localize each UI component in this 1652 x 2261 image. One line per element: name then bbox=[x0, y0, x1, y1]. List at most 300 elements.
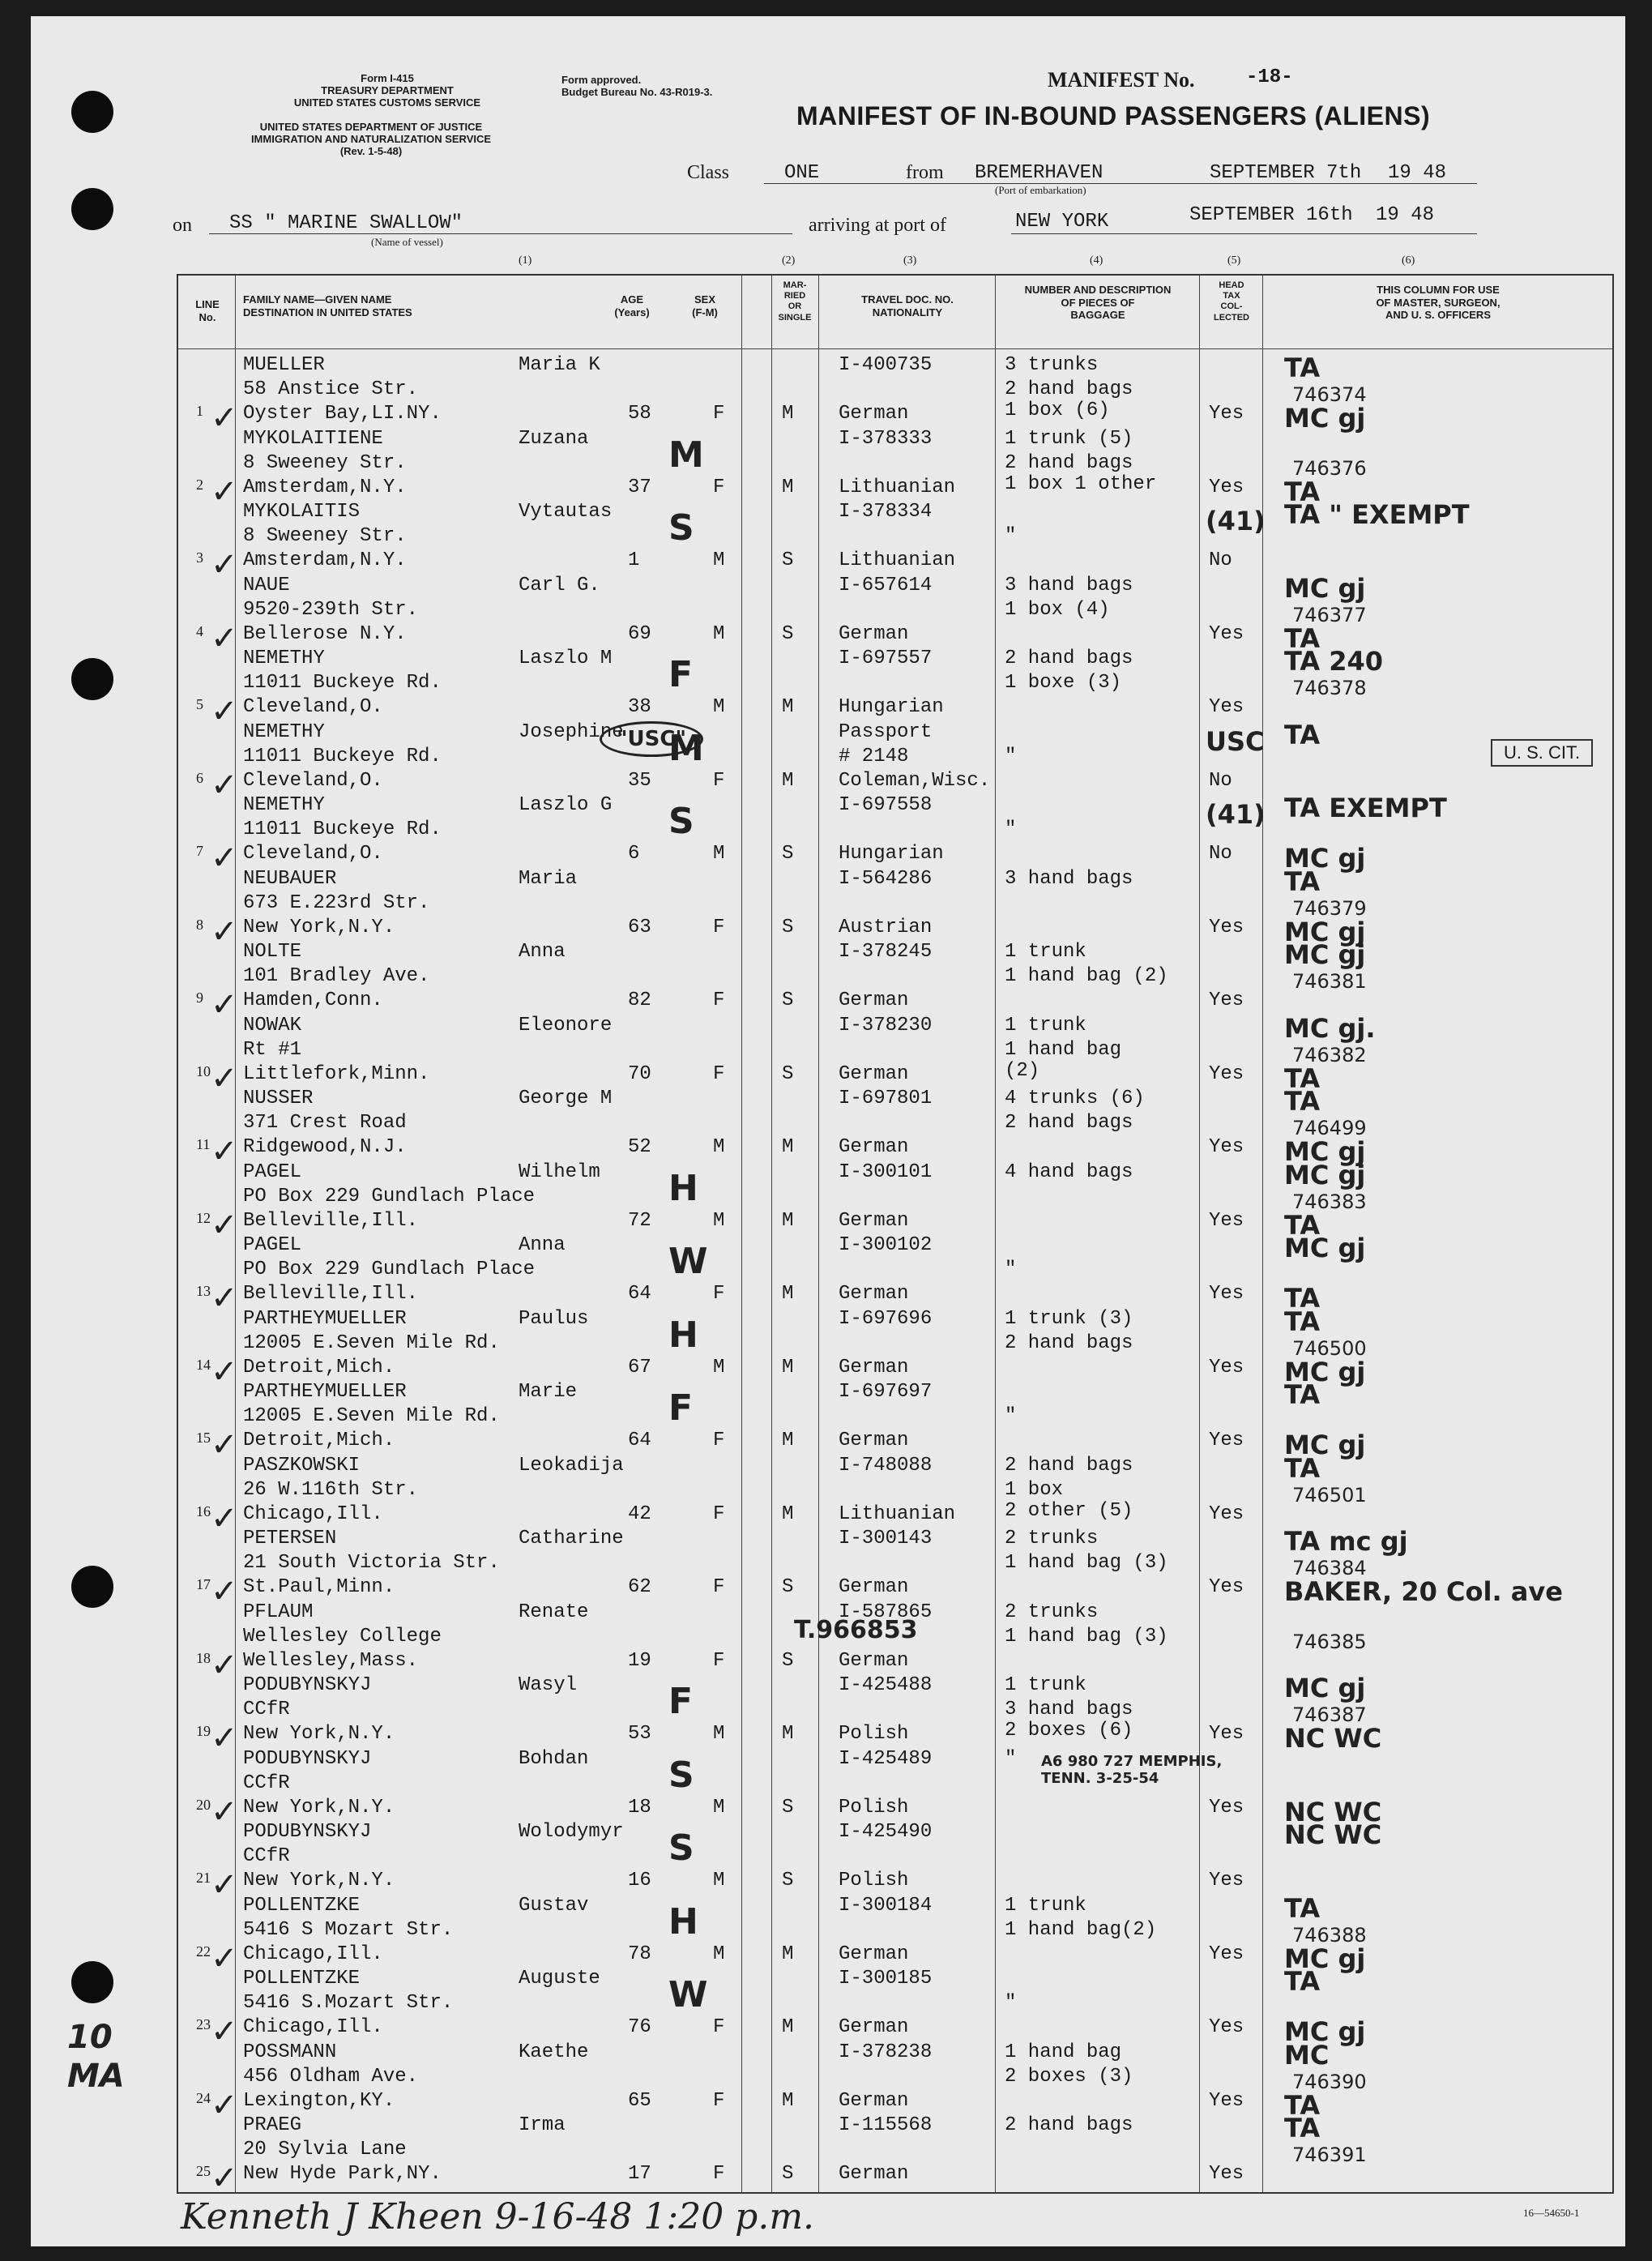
sex: M bbox=[713, 1943, 725, 1965]
given-name: Leokadija bbox=[519, 1454, 624, 1477]
address-street: 101 Bradley Ave. bbox=[243, 965, 430, 987]
sex: F bbox=[713, 2089, 725, 2112]
head-tax: Yes bbox=[1209, 1209, 1244, 1232]
check-mark-icon: ✓ bbox=[211, 1573, 238, 1610]
line-number: 24 bbox=[196, 2089, 211, 2106]
marital-status: S bbox=[782, 1870, 794, 1891]
officer-note-3: MC gj bbox=[1284, 1356, 1366, 1387]
family-name: PAGEL bbox=[243, 1160, 302, 1183]
officer-note-2: 746390 bbox=[1292, 2070, 1367, 2093]
address-street: 5416 S.Mozart Str. bbox=[243, 1992, 454, 2014]
line-number: 3 bbox=[196, 549, 203, 566]
marital-status: M bbox=[782, 1502, 794, 1525]
officer-note-1: MC bbox=[1284, 2039, 1330, 2071]
nationality: German bbox=[839, 403, 909, 425]
baggage-line-2: 1 boxe (3) bbox=[1005, 672, 1122, 694]
given-name: Josephine bbox=[519, 720, 624, 743]
address-street: 9520-239th Str. bbox=[243, 598, 419, 621]
marital-status: M bbox=[782, 476, 794, 498]
address-street: CCfR bbox=[243, 1772, 290, 1794]
address-city: Detroit,Mich. bbox=[243, 1430, 395, 1451]
travel-doc: I-697696 bbox=[839, 1307, 933, 1330]
table-row bbox=[178, 1819, 1612, 1904]
address-city: Littlefork,Minn. bbox=[243, 1062, 430, 1085]
baggage-line-3: (2) bbox=[1005, 1059, 1040, 1082]
arriving-label: arriving at port of bbox=[809, 215, 946, 236]
given-name: Maria K bbox=[519, 354, 600, 376]
address-city: Chicago,Ill. bbox=[243, 1943, 383, 1965]
baggage-line-2: 1 hand bag(2) bbox=[1005, 1918, 1157, 1941]
nationality: Lithuanian bbox=[839, 1502, 956, 1525]
given-name: Zuzana bbox=[519, 427, 589, 450]
nationality: Hungarian bbox=[839, 843, 944, 865]
col-head-officers: THIS COLUMN FOR USE OF MASTER, SURGEON, AND U. S. OFFICERS bbox=[1376, 284, 1500, 322]
nationality: Hungarian bbox=[839, 696, 944, 718]
baggage-line-2: 1 hand bag (3) bbox=[1005, 1552, 1168, 1574]
travel-doc: I-748088 bbox=[839, 1454, 933, 1477]
check-mark-icon: ✓ bbox=[211, 2160, 238, 2197]
line-number: 23 bbox=[196, 2016, 211, 2032]
age: 78 bbox=[628, 1943, 651, 1965]
form-justice-block bbox=[169, 122, 574, 158]
given-name: Catharine bbox=[519, 1528, 624, 1549]
col-head-married: MAR- RIED OR SINGLE bbox=[778, 280, 812, 323]
address-city: Belleville,Ill. bbox=[243, 1283, 419, 1305]
marital-status: S bbox=[782, 989, 794, 1011]
sex: F bbox=[713, 1430, 725, 1451]
line-number: 5 bbox=[196, 696, 203, 712]
travel-doc: I-425488 bbox=[839, 1674, 933, 1696]
handwritten-relation-mark: S bbox=[668, 1754, 694, 1796]
head-tax: Yes bbox=[1209, 1943, 1244, 1965]
address-city: Chicago,Ill. bbox=[243, 1502, 383, 1525]
officer-note-2: 746385 bbox=[1292, 1630, 1367, 1653]
sex: F bbox=[713, 1576, 725, 1598]
address-street: 456 Oldham Ave. bbox=[243, 2065, 419, 2088]
handwritten-tax-mark: (41) bbox=[1206, 506, 1266, 536]
vessel-underline bbox=[209, 233, 792, 234]
table-row bbox=[178, 1526, 1612, 1610]
marital-status: M bbox=[782, 1136, 794, 1158]
family-name: NUSSER bbox=[243, 1088, 314, 1109]
table-row bbox=[178, 1086, 1612, 1170]
marital-status: M bbox=[782, 696, 794, 718]
nationality: Lithuanian bbox=[839, 476, 956, 498]
handwritten-relation-mark: H bbox=[668, 1314, 698, 1356]
family-name: MYKOLAITIS bbox=[243, 501, 361, 523]
address-city: New York,N.Y. bbox=[243, 916, 395, 938]
given-name: Anna bbox=[519, 941, 566, 963]
col-head-line-no: LINE No. bbox=[195, 298, 220, 323]
check-mark-icon: ✓ bbox=[211, 2013, 238, 2050]
given-name: Maria bbox=[519, 867, 578, 890]
age: 19 bbox=[628, 1649, 651, 1672]
table-row bbox=[178, 1673, 1612, 1757]
given-name: Gustav bbox=[519, 1894, 589, 1917]
line-number: 17 bbox=[196, 1576, 211, 1592]
line-number: 8 bbox=[196, 916, 203, 933]
officer-note-3: TA bbox=[1284, 2089, 1321, 2121]
baggage-line-2: " bbox=[1005, 525, 1017, 547]
nationality: German bbox=[839, 989, 909, 1011]
nationality: German bbox=[839, 1062, 909, 1085]
baggage-line-1: 2 hand bags bbox=[1005, 648, 1133, 669]
given-name: Carl G. bbox=[519, 574, 600, 596]
given-name: Laszlo M bbox=[519, 648, 613, 669]
class-label: Class bbox=[687, 162, 730, 183]
handwritten-relation-mark: S bbox=[668, 1827, 694, 1869]
family-name: PODUBYNSKYJ bbox=[243, 1674, 372, 1696]
us-citizen-stamp: U. S. CIT. bbox=[1491, 739, 1593, 767]
officer-note-1: TA 240 bbox=[1284, 646, 1384, 677]
address-city: Chicago,Ill. bbox=[243, 2016, 383, 2038]
table-row bbox=[178, 719, 1612, 804]
check-mark-icon: ✓ bbox=[211, 1499, 238, 1537]
family-name: MUELLER bbox=[243, 354, 325, 376]
head-tax: Yes bbox=[1209, 1870, 1244, 1891]
travel-doc: I-697801 bbox=[839, 1088, 933, 1109]
handwritten-baggage-note: A6 980 727 MEMPHIS, TENN. 3-25-54 bbox=[1041, 1752, 1223, 1787]
sex: F bbox=[713, 2016, 725, 2038]
nationality: German bbox=[839, 2016, 909, 2038]
officer-note-2: 746501 bbox=[1292, 1483, 1367, 1507]
officer-note-1: MC gj bbox=[1284, 572, 1366, 604]
officer-note-3: TA bbox=[1284, 1209, 1321, 1241]
address-city: Amsterdam,N.Y. bbox=[243, 549, 407, 571]
address-city: New York,N.Y. bbox=[243, 1796, 395, 1819]
travel-doc: I-115568 bbox=[839, 2114, 933, 2136]
table-row bbox=[178, 1892, 1612, 1977]
form-approved: Form approved. bbox=[561, 74, 642, 86]
sex: M bbox=[713, 843, 725, 865]
address-street: 11011 Buckeye Rd. bbox=[243, 818, 442, 840]
table-row bbox=[178, 353, 1612, 437]
footer-code: 16—54650-1 bbox=[1523, 2207, 1580, 2219]
sex: F bbox=[713, 1283, 725, 1305]
margin-note: 10 MA bbox=[67, 2019, 125, 2095]
baggage-line-2: 1 hand bag bbox=[1005, 1038, 1122, 1061]
travel-doc: I-300101 bbox=[839, 1160, 933, 1183]
baggage-line-3: 2 boxes (6) bbox=[1005, 1720, 1133, 1742]
officer-note-1: TA bbox=[1284, 1892, 1321, 1924]
address-city: Bellerose N.Y. bbox=[243, 622, 407, 645]
table-row bbox=[178, 1452, 1612, 1537]
baggage-line-3: 2 other (5) bbox=[1005, 1499, 1133, 1522]
age: 52 bbox=[628, 1136, 651, 1158]
address-city: Ridgewood,N.J. bbox=[243, 1136, 407, 1158]
officer-note-2: 746500 bbox=[1292, 1336, 1367, 1360]
age: 58 bbox=[628, 403, 651, 425]
nationality: Polish bbox=[839, 1723, 909, 1745]
age: 64 bbox=[628, 1283, 651, 1305]
check-mark-icon: ✓ bbox=[211, 1939, 238, 1977]
address-city: Detroit,Mich. bbox=[243, 1356, 395, 1378]
table-row bbox=[178, 866, 1612, 951]
from-label: from bbox=[906, 162, 944, 183]
table-row bbox=[178, 499, 1612, 583]
head-tax: Yes bbox=[1209, 1062, 1244, 1085]
head-tax: Yes bbox=[1209, 1283, 1244, 1305]
table-row bbox=[178, 793, 1612, 877]
form-number: Form I-415 bbox=[361, 72, 414, 84]
marital-status: M bbox=[782, 1723, 794, 1745]
nationality: German bbox=[839, 1943, 909, 1965]
family-name: POLLENTZKE bbox=[243, 1894, 361, 1917]
head-tax: Yes bbox=[1209, 403, 1244, 425]
table-row bbox=[178, 2113, 1612, 2197]
officer-note-2: 746384 bbox=[1292, 1557, 1367, 1579]
baggage-line-2: 2 hand bags bbox=[1005, 451, 1133, 474]
sex: M bbox=[713, 1136, 725, 1158]
sex: F bbox=[713, 1502, 725, 1525]
marital-status: S bbox=[782, 1649, 794, 1672]
baggage-line-1: 2 trunks bbox=[1005, 1528, 1099, 1549]
address-street: PO Box 229 Gundlach Place bbox=[243, 1259, 536, 1280]
age: 18 bbox=[628, 1796, 651, 1819]
marital-status: M bbox=[782, 1430, 794, 1451]
travel-doc: I-657614 bbox=[839, 574, 933, 596]
address-street: 371 Crest Road bbox=[243, 1112, 407, 1134]
line-number: 15 bbox=[196, 1430, 211, 1446]
officer-note-3: MC gj bbox=[1284, 2016, 1366, 2047]
family-name: NEMETHY bbox=[243, 794, 325, 816]
nationality: German bbox=[839, 2163, 909, 2185]
marital-status: M bbox=[782, 403, 794, 425]
address-street: 58 Anstice Str. bbox=[243, 378, 419, 400]
handwritten-relation-mark: H bbox=[668, 1167, 698, 1209]
given-name: Bohdan bbox=[519, 1747, 589, 1770]
officer-note-2: 746388 bbox=[1292, 1923, 1367, 1947]
given-name: Vytautas bbox=[519, 501, 613, 523]
officer-note-1: TA bbox=[1284, 2113, 1321, 2143]
passport-number: # 2148 bbox=[839, 745, 909, 767]
line-number: 2 bbox=[196, 476, 203, 493]
travel-doc: I-587865 bbox=[839, 1601, 933, 1623]
check-mark-icon: ✓ bbox=[211, 1720, 238, 1757]
marital-status: S bbox=[782, 549, 794, 571]
baggage-line-1: " bbox=[1005, 1747, 1017, 1770]
baggage-line-2: 2 boxes (3) bbox=[1005, 2065, 1133, 2088]
travel-doc: I-697557 bbox=[839, 648, 933, 669]
address-street: 21 South Victoria Str. bbox=[243, 1552, 500, 1574]
officer-note-3: TA bbox=[1284, 1062, 1321, 1094]
nationality: German bbox=[839, 2089, 909, 2112]
age: 69 bbox=[628, 622, 651, 645]
family-name: PAGEL bbox=[243, 1234, 302, 1256]
marital-status: M bbox=[782, 1283, 794, 1305]
family-name: NOLTE bbox=[243, 941, 302, 963]
check-mark-icon: ✓ bbox=[211, 1646, 238, 1684]
line-number: 25 bbox=[196, 2163, 211, 2179]
punch-hole bbox=[71, 91, 113, 133]
check-mark-icon: ✓ bbox=[211, 1866, 238, 1904]
baggage-line-2: 2 hand bags bbox=[1005, 1331, 1133, 1354]
col-number-6: (6) bbox=[1402, 254, 1415, 267]
family-name: PODUBYNSKYJ bbox=[243, 1821, 372, 1843]
travel-doc: I-378238 bbox=[839, 2041, 933, 2063]
officer-note-1: TA mc gj bbox=[1284, 1526, 1408, 1557]
head-tax: Yes bbox=[1209, 1576, 1244, 1598]
officer-note-3: TA bbox=[1284, 476, 1321, 507]
baggage-line-2: 2 hand bags bbox=[1005, 1112, 1133, 1134]
line-number: 6 bbox=[196, 769, 203, 786]
address-street: Wellesley College bbox=[243, 1625, 442, 1648]
nationality: Polish bbox=[839, 1796, 909, 1819]
sex: F bbox=[713, 1649, 725, 1672]
head-tax: Yes bbox=[1209, 1136, 1244, 1158]
address-street: 12005 E.Seven Mile Rd. bbox=[243, 1405, 500, 1427]
address-city: Amsterdam,N.Y. bbox=[243, 476, 407, 498]
officer-note-3: MC gj bbox=[1284, 1943, 1366, 1974]
check-mark-icon: ✓ bbox=[211, 1059, 238, 1097]
address-street: 11011 Buckeye Rd. bbox=[243, 672, 442, 694]
address-street: 26 W.116th Str. bbox=[243, 1478, 419, 1501]
baggage-line-1: 2 hand bags bbox=[1005, 2114, 1133, 2136]
officer-note-3: MC gj bbox=[1284, 916, 1366, 947]
vessel-note: (Name of vessel) bbox=[371, 236, 443, 248]
marital-status: M bbox=[782, 769, 794, 792]
baggage-line-2: 1 box (4) bbox=[1005, 598, 1110, 621]
sex: M bbox=[713, 1796, 725, 1819]
circled-usc-mark: "USC" bbox=[600, 721, 703, 757]
officer-note-3: TA bbox=[1284, 1283, 1321, 1314]
officer-note-1: TA bbox=[1284, 353, 1321, 383]
marital-status: M bbox=[782, 1356, 794, 1378]
nationality: German bbox=[839, 1430, 909, 1451]
officer-note-3: TA bbox=[1284, 622, 1321, 654]
head-tax: Yes bbox=[1209, 696, 1244, 718]
marital-status: S bbox=[782, 843, 794, 865]
nationality: German bbox=[839, 1136, 909, 1158]
address-street: CCfR bbox=[243, 1845, 290, 1867]
officer-note-3: MC gj bbox=[1284, 1136, 1366, 1167]
handwritten-relation-mark: M bbox=[668, 727, 704, 769]
handwritten-tax-mark: USC bbox=[1206, 725, 1265, 757]
col-number-4: (4) bbox=[1090, 254, 1103, 267]
line-number: 4 bbox=[196, 622, 203, 639]
age: 1 bbox=[628, 549, 640, 571]
travel-doc: I-300185 bbox=[839, 1968, 933, 1990]
officer-note-2: 746499 bbox=[1292, 1117, 1367, 1139]
head-tax: No bbox=[1209, 549, 1232, 571]
travel-doc: I-425490 bbox=[839, 1821, 933, 1843]
family-name: NOWAK bbox=[243, 1014, 302, 1036]
travel-doc: I-300184 bbox=[839, 1894, 933, 1917]
check-mark-icon: ✓ bbox=[211, 2086, 238, 2124]
address-city: Cleveland,O. bbox=[243, 696, 383, 718]
officer-note-1: MC gj bbox=[1284, 1159, 1366, 1190]
family-name: PRAEG bbox=[243, 2114, 302, 2136]
age: 37 bbox=[628, 476, 651, 498]
given-name: Eleonore bbox=[519, 1014, 613, 1036]
travel-doc: I-400735 bbox=[839, 354, 933, 376]
check-mark-icon: ✓ bbox=[211, 766, 238, 804]
family-name: PODUBYNSKYJ bbox=[243, 1747, 372, 1770]
address-city: Wellesley,Mass. bbox=[243, 1649, 419, 1672]
given-name: Anna bbox=[519, 1234, 566, 1256]
sex: F bbox=[713, 403, 725, 425]
baggage-line-1: 4 hand bags bbox=[1005, 1160, 1133, 1183]
age: 17 bbox=[628, 2163, 651, 2185]
baggage-line-3: 1 box (6) bbox=[1005, 400, 1110, 421]
given-name: Wasyl bbox=[519, 1674, 578, 1696]
marital-status: S bbox=[782, 1576, 794, 1598]
line-number: 22 bbox=[196, 1943, 211, 1960]
family-name: POSSMANN bbox=[243, 2041, 337, 2063]
handwritten-relation-mark: F bbox=[668, 654, 694, 695]
col-head-sex: SEX (F-M) bbox=[692, 293, 718, 318]
family-name: NAUE bbox=[243, 574, 290, 596]
table-row bbox=[178, 2039, 1612, 2124]
officer-note-1: MC gj. bbox=[1284, 1012, 1376, 1044]
given-name: Irma bbox=[519, 2114, 566, 2136]
head-tax: Yes bbox=[1209, 989, 1244, 1011]
address-city: New York,N.Y. bbox=[243, 1870, 395, 1891]
officer-note-1: TA bbox=[1284, 1379, 1321, 1410]
sex: F bbox=[713, 989, 725, 1011]
table-row bbox=[178, 646, 1612, 730]
officer-note-2: 746376 bbox=[1292, 456, 1367, 480]
table-row bbox=[178, 1379, 1612, 1464]
officer-note-3: BAKER, 20 Col. ave bbox=[1284, 1576, 1563, 1607]
col-number-1: (1) bbox=[519, 254, 532, 267]
address-street: Rt #1 bbox=[243, 1038, 302, 1061]
travel-doc: I-425489 bbox=[839, 1747, 933, 1770]
baggage-line-1: 4 trunks (6) bbox=[1005, 1088, 1145, 1109]
officer-note-3: NC WC bbox=[1284, 1723, 1382, 1754]
baggage-line-2: 2 hand bags bbox=[1005, 378, 1133, 400]
age: 62 bbox=[628, 1576, 651, 1598]
line-number: 1 bbox=[196, 403, 203, 419]
given-name: Wolodymyr bbox=[519, 1821, 624, 1843]
address-city: Cleveland,O. bbox=[243, 843, 383, 865]
travel-doc: I-697697 bbox=[839, 1381, 933, 1403]
officer-note-1: MC gj bbox=[1284, 1673, 1366, 1703]
marital-status: M bbox=[782, 2089, 794, 2112]
address-street: PO Box 229 Gundlach Place bbox=[243, 1185, 536, 1207]
age: 70 bbox=[628, 1062, 651, 1085]
marital-status: M bbox=[782, 1209, 794, 1232]
sex: F bbox=[713, 769, 725, 792]
baggage-line-2: 1 hand bag (2) bbox=[1005, 965, 1168, 987]
nationality: Coleman,Wisc. bbox=[839, 769, 991, 792]
age: 65 bbox=[628, 2089, 651, 2112]
head-tax: Yes bbox=[1209, 476, 1244, 498]
table-row bbox=[178, 939, 1612, 1024]
address-street: CCfR bbox=[243, 1699, 290, 1720]
officer-note-2: 746374 bbox=[1292, 383, 1367, 406]
manifest-no-label: MANIFEST No. bbox=[1048, 68, 1195, 92]
col-head-name: FAMILY NAME—GIVEN NAME DESTINATION IN UNITED STATES bbox=[243, 293, 412, 318]
age: 53 bbox=[628, 1723, 651, 1745]
form-rev: (Rev. 1-5-48) bbox=[339, 144, 403, 157]
check-mark-icon: ✓ bbox=[211, 840, 238, 877]
officer-note-1: NC WC bbox=[1284, 1819, 1382, 1850]
nationality: German bbox=[839, 1576, 909, 1598]
table-row bbox=[178, 1233, 1612, 1317]
given-name: Auguste bbox=[519, 1968, 600, 1990]
handwritten-doc-number: T.966853 bbox=[794, 1615, 918, 1644]
sex: F bbox=[713, 2163, 725, 2185]
nationality: German bbox=[839, 1209, 909, 1232]
sex: M bbox=[713, 549, 725, 571]
head-tax: No bbox=[1209, 769, 1232, 792]
col-head-travel: TRAVEL DOC. NO. NATIONALITY bbox=[861, 293, 954, 318]
handwritten-relation-mark: M bbox=[668, 434, 704, 476]
officer-note-1: TA bbox=[1284, 1966, 1321, 1997]
check-mark-icon: ✓ bbox=[211, 400, 238, 437]
baggage-line-1: 1 trunk (3) bbox=[1005, 1307, 1133, 1330]
